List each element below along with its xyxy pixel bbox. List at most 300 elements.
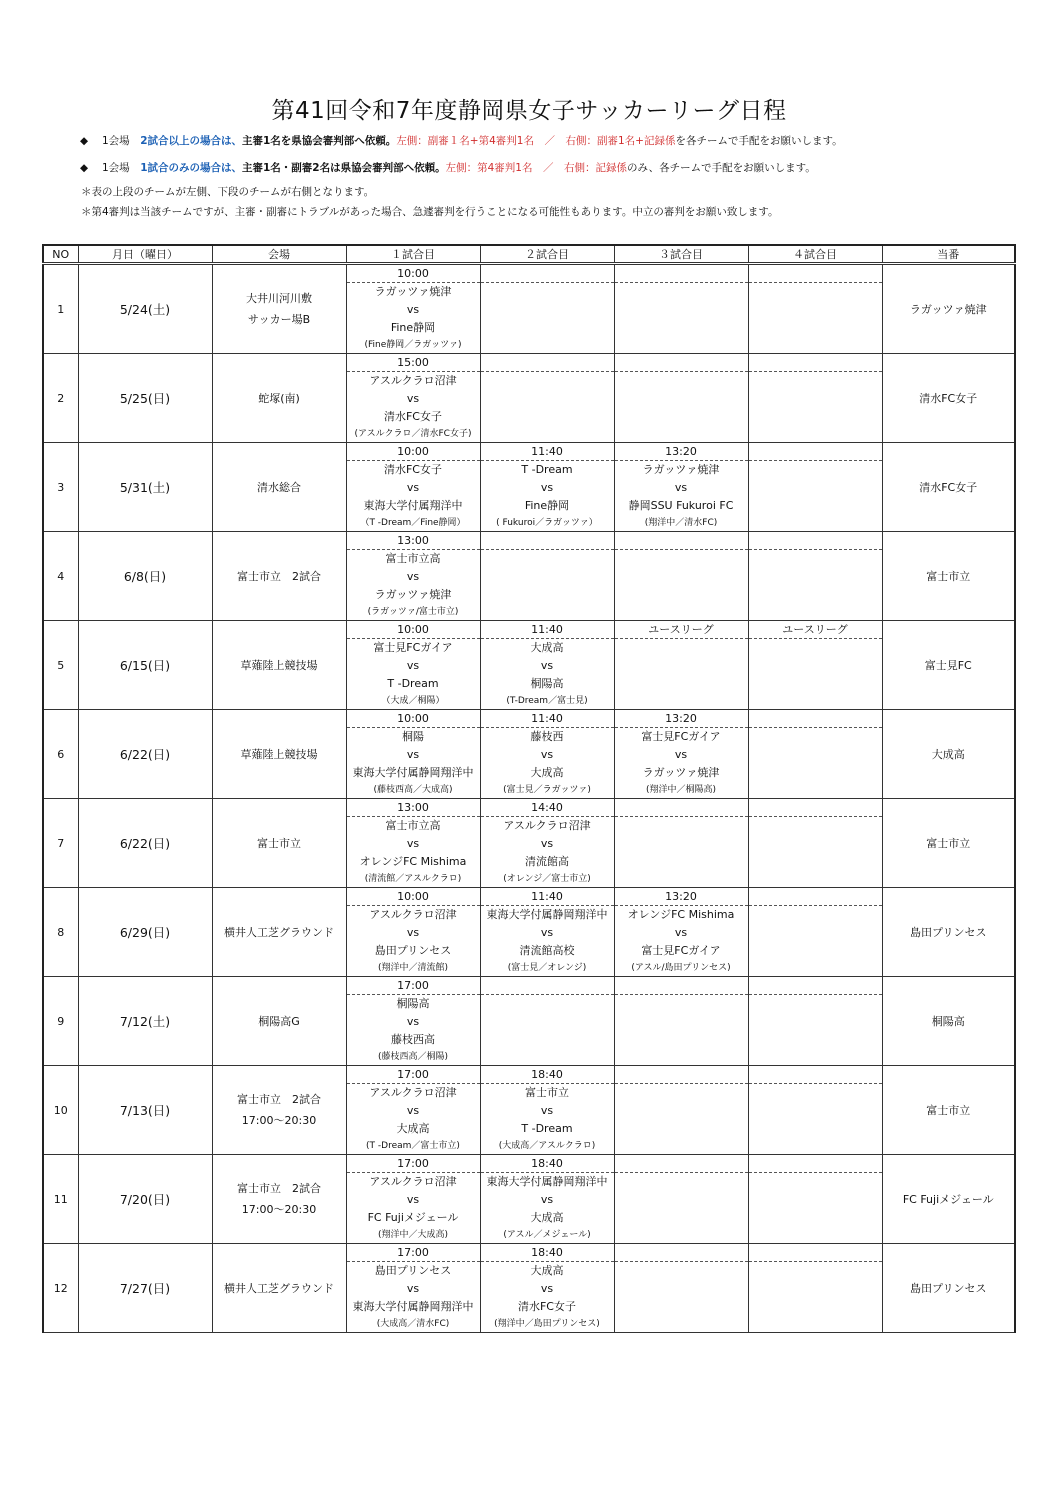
vs-label: vs <box>406 748 420 761</box>
home-team: アスルクラロ沼津 <box>369 1086 457 1099</box>
home-team <box>615 372 748 390</box>
home-team <box>481 995 614 1013</box>
referee-assignment: (翔洋中／桐陽高) <box>645 785 717 795</box>
kickoff-time <box>749 710 882 728</box>
vs-label: vs <box>406 392 420 405</box>
kickoff-time: 11:40 <box>481 888 614 906</box>
duty-team: 富士市立 <box>882 799 1015 888</box>
vs-label: vs <box>540 659 554 672</box>
note-segment: 左側：副審１名+第4審判1名 ／ 右側：副審1名+記録係 <box>396 135 676 147</box>
vs-label <box>615 568 748 586</box>
venue-line: 17:00～20:30 <box>241 1114 317 1127</box>
away-team: 富士見FCガイア <box>641 944 721 957</box>
venue-line: 横井人工芝グラウンド <box>224 925 334 939</box>
note-one-game <box>80 160 816 175</box>
game-slot-2 <box>480 264 614 354</box>
venue-line: 富士市立 2試合 <box>237 569 321 583</box>
header-game-4: ４試合目 <box>748 245 882 264</box>
referee-assignment <box>749 782 882 798</box>
away-team <box>615 1298 748 1316</box>
referee-assignment <box>615 337 748 353</box>
home-team: 桐陽 <box>402 730 424 743</box>
row-number: 5 <box>43 621 78 710</box>
game-slot-4 <box>748 1244 882 1333</box>
vs-label <box>615 1280 748 1298</box>
vs-label: vs <box>674 481 688 494</box>
vs-label <box>615 1013 748 1031</box>
away-team: オレンジFC Mishima <box>359 855 467 868</box>
vs-label <box>481 390 614 408</box>
match-date: 6/15(日) <box>78 621 212 710</box>
referee-assignment <box>749 337 882 353</box>
kickoff-time: 10:00 <box>347 265 480 283</box>
kickoff-time: 13:00 <box>347 799 480 817</box>
kickoff-time: 11:40 <box>481 710 614 728</box>
game-slot-4 <box>748 354 882 443</box>
referee-assignment <box>481 604 614 620</box>
away-team: 東海大学付属静岡翔洋中 <box>352 1300 474 1313</box>
kickoff-time: 10:00 <box>347 888 480 906</box>
row-number: 6 <box>43 710 78 799</box>
vs-label: vs <box>406 570 420 583</box>
home-team: アスルクラロ沼津 <box>369 908 457 921</box>
match-date: 5/24(土) <box>78 264 212 354</box>
game-slot-1 <box>346 1066 480 1155</box>
game-slot-1 <box>346 354 480 443</box>
game-slot-2 <box>480 443 614 532</box>
away-team <box>615 853 748 871</box>
vs-label <box>749 1102 882 1120</box>
home-team <box>749 550 882 568</box>
schedule-table <box>42 244 1016 1333</box>
match-date: 7/27(日) <box>78 1244 212 1333</box>
game-slot-4 <box>748 1155 882 1244</box>
away-team <box>615 1209 748 1227</box>
match-date: 7/13(日) <box>78 1066 212 1155</box>
vs-label <box>749 835 882 853</box>
away-team: ラガッツァ焼津 <box>642 766 720 779</box>
table-row <box>43 977 1015 1066</box>
table-row <box>43 532 1015 621</box>
note-segment: 1試合のみの場合は、 <box>140 162 242 174</box>
home-team <box>615 1262 748 1280</box>
venue-line: 富士市立 <box>257 836 301 850</box>
game-slot-3 <box>614 977 748 1066</box>
away-team: T -Dream <box>387 677 439 690</box>
kickoff-time <box>749 799 882 817</box>
vs-label <box>749 568 882 586</box>
kickoff-time <box>615 354 748 372</box>
away-team <box>749 497 882 515</box>
game-slot-3 <box>614 264 748 354</box>
game-slot-2 <box>480 621 614 710</box>
kickoff-time: 18:40 <box>481 1066 614 1084</box>
home-team <box>481 550 614 568</box>
note-two-games <box>80 133 843 148</box>
venue-line: 富士市立 2試合 <box>237 1093 321 1106</box>
duty-team: 清水FC女子 <box>882 354 1015 443</box>
duty-team: 島田プリンセス <box>882 888 1015 977</box>
kickoff-time <box>749 443 882 461</box>
game-slot-4 <box>748 977 882 1066</box>
kickoff-time <box>615 1244 748 1262</box>
vs-label: vs <box>540 926 554 939</box>
vs-label: vs <box>540 1193 554 1206</box>
game-slot-3 <box>614 532 748 621</box>
kickoff-time <box>615 1155 748 1173</box>
note-segment: を各チームで手配をお願いします。 <box>675 135 843 147</box>
table-header-row <box>43 245 1015 264</box>
away-team <box>481 586 614 604</box>
home-team <box>749 1262 882 1280</box>
game-slot-2 <box>480 354 614 443</box>
referee-assignment: (大成高／清水FC) <box>376 1319 450 1329</box>
home-team: 藤枝西 <box>530 730 564 743</box>
game-slot-3 <box>614 443 748 532</box>
note-segment: のみ、各チームで手配をお願いします。 <box>627 162 816 174</box>
away-team <box>749 675 882 693</box>
home-team <box>615 995 748 1013</box>
referee-assignment <box>749 871 882 887</box>
match-date: 7/20(日) <box>78 1155 212 1244</box>
referee-assignment <box>749 1138 882 1154</box>
venue-cell <box>212 1155 346 1244</box>
referee-assignment: (富士見／ラガッツァ) <box>503 785 591 795</box>
game-slot-4 <box>748 621 882 710</box>
home-team: 大成高 <box>530 1264 564 1277</box>
duty-team: 富士市立 <box>882 1066 1015 1155</box>
game-slot-2 <box>480 1155 614 1244</box>
kickoff-time: 15:00 <box>347 354 480 372</box>
duty-team: ラガッツァ焼津 <box>882 264 1015 354</box>
vs-label: vs <box>406 1015 420 1028</box>
table-row <box>43 888 1015 977</box>
venue-line: 大井川河川敷 <box>246 292 312 305</box>
game-slot-3 <box>614 1155 748 1244</box>
venue-line: 富士市立 2試合 <box>237 1182 321 1195</box>
kickoff-time: 13:00 <box>347 532 480 550</box>
kickoff-time <box>749 1155 882 1173</box>
game-slot-1 <box>346 443 480 532</box>
note-segment: 1会場 <box>102 135 141 147</box>
away-team <box>749 942 882 960</box>
away-team <box>749 408 882 426</box>
venue-cell <box>212 799 346 888</box>
home-team <box>749 461 882 479</box>
home-team <box>749 639 882 657</box>
kickoff-time: 18:40 <box>481 1244 614 1262</box>
table-row <box>43 354 1015 443</box>
away-team <box>481 1031 614 1049</box>
referee-assignment: (T-Dream／富士見) <box>506 696 588 706</box>
game-slot-3 <box>614 799 748 888</box>
away-team: Fine静岡 <box>390 321 436 334</box>
referee-assignment: (ラガッツァ/富士市立) <box>367 607 459 617</box>
vs-label <box>481 301 614 319</box>
venue-line: 横井人工芝グラウンド <box>224 1281 334 1295</box>
home-team <box>615 639 748 657</box>
venue-cell <box>212 710 346 799</box>
away-team: FC Fujiメジェール <box>367 1211 459 1224</box>
venue-cell <box>212 264 346 354</box>
referee-assignment <box>749 693 882 709</box>
referee-assignment <box>749 1316 882 1332</box>
kickoff-time: 11:40 <box>481 621 614 639</box>
table-row <box>43 1066 1015 1155</box>
match-date: 7/12(土) <box>78 977 212 1066</box>
kickoff-time: 17:00 <box>347 977 480 995</box>
header-no: NO <box>43 245 78 264</box>
game-slot-1 <box>346 1244 480 1333</box>
venue-line: 草薙陸上競技場 <box>240 747 318 761</box>
home-team <box>481 283 614 301</box>
home-team: 富士市立高 <box>385 819 441 832</box>
game-slot-4 <box>748 443 882 532</box>
vs-label: vs <box>406 1282 420 1295</box>
vs-label <box>615 1102 748 1120</box>
kickoff-time <box>615 532 748 550</box>
home-team <box>749 1084 882 1102</box>
kickoff-time: 17:00 <box>347 1155 480 1173</box>
venue-line: 清水総合 <box>257 480 301 494</box>
vs-label: vs <box>540 837 554 850</box>
home-team: アスルクラロ沼津 <box>369 374 457 387</box>
venue-cell <box>212 888 346 977</box>
referee-assignment: (藤枝西高／大成高) <box>373 785 453 795</box>
game-slot-4 <box>748 1066 882 1155</box>
venue-line: 17:00～20:30 <box>241 1203 317 1216</box>
game-slot-3 <box>614 621 748 710</box>
home-team: 桐陽高 <box>396 997 430 1010</box>
remark-fourth-referee: ＊第4審判は当該チームですが、主審・副審にトラブルがあった場合、急遽審判を行うことになる可能性もあります。中立の審判をお願い致します。 <box>81 206 779 218</box>
venue-cell <box>212 354 346 443</box>
kickoff-time <box>481 977 614 995</box>
home-team: ラガッツァ焼津 <box>374 285 452 298</box>
home-team <box>749 995 882 1013</box>
match-date: 5/25(日) <box>78 354 212 443</box>
vs-label <box>749 1280 882 1298</box>
kickoff-time <box>615 799 748 817</box>
vs-label <box>749 657 882 675</box>
referee-assignment: (藤枝西高／桐陽) <box>377 1052 449 1062</box>
away-team <box>481 408 614 426</box>
vs-label <box>481 1013 614 1031</box>
kickoff-time: 13:20 <box>615 443 748 461</box>
diamond-bullet-icon: ◆ <box>80 162 89 174</box>
referee-assignment: (大成高／アスルクラロ) <box>498 1141 596 1151</box>
game-slot-1 <box>346 1155 480 1244</box>
game-slot-2 <box>480 799 614 888</box>
referee-assignment: (オレンジ／富士市立) <box>503 874 591 884</box>
home-team <box>749 372 882 390</box>
table-row <box>43 710 1015 799</box>
kickoff-time <box>615 265 748 283</box>
match-date: 6/29(日) <box>78 888 212 977</box>
game-slot-4 <box>748 710 882 799</box>
kickoff-time: 13:20 <box>615 710 748 728</box>
vs-label <box>615 390 748 408</box>
vs-label <box>481 568 614 586</box>
away-team: 東海大学付属静岡翔洋中 <box>352 766 474 779</box>
venue-cell <box>212 532 346 621</box>
kickoff-time: 18:40 <box>481 1155 614 1173</box>
home-team <box>615 550 748 568</box>
kickoff-time <box>749 265 882 283</box>
table-row <box>43 264 1015 354</box>
away-team <box>481 319 614 337</box>
kickoff-time <box>615 1066 748 1084</box>
vs-label <box>749 1191 882 1209</box>
row-number: 2 <box>43 354 78 443</box>
game-slot-4 <box>748 888 882 977</box>
duty-team: 富士市立 <box>882 532 1015 621</box>
game-slot-2 <box>480 1066 614 1155</box>
away-team: 大成高 <box>396 1122 430 1135</box>
venue-line: サッカー場B <box>247 313 311 326</box>
kickoff-time <box>481 532 614 550</box>
game-slot-4 <box>748 532 882 621</box>
referee-assignment <box>615 1227 748 1243</box>
venue-cell <box>212 977 346 1066</box>
home-team: オレンジFC Mishima <box>627 908 735 921</box>
vs-label: vs <box>540 748 554 761</box>
home-team: 富士見FCガイア <box>641 730 721 743</box>
kickoff-time: ユースリーグ <box>749 621 882 639</box>
referee-assignment: （大成／桐陽） <box>381 696 445 706</box>
page-title: 第41回令和7年度静岡県女子サッカーリーグ日程 <box>271 98 787 124</box>
away-team: 静岡SSU Fukuroi FC <box>628 499 734 512</box>
referee-assignment <box>749 1049 882 1065</box>
away-team <box>615 1120 748 1138</box>
away-team: 島田プリンセス <box>374 944 452 957</box>
vs-label <box>615 835 748 853</box>
referee-assignment: (清流館／アスルクラロ) <box>364 874 462 884</box>
vs-label <box>615 1191 748 1209</box>
diamond-bullet-icon: ◆ <box>80 135 89 147</box>
away-team: 清水FC女子 <box>383 410 442 423</box>
referee-assignment <box>749 1227 882 1243</box>
away-team <box>749 1120 882 1138</box>
vs-label: vs <box>406 1104 420 1117</box>
game-slot-2 <box>480 977 614 1066</box>
referee-assignment <box>615 1316 748 1332</box>
vs-label: vs <box>406 481 420 494</box>
referee-assignment <box>749 960 882 976</box>
match-date: 5/31(土) <box>78 443 212 532</box>
away-team: 藤枝西高 <box>391 1033 435 1046</box>
referee-assignment <box>615 693 748 709</box>
game-slot-3 <box>614 1244 748 1333</box>
row-number: 12 <box>43 1244 78 1333</box>
row-number: 4 <box>43 532 78 621</box>
home-team <box>749 728 882 746</box>
vs-label <box>749 924 882 942</box>
referee-assignment <box>615 426 748 442</box>
row-number: 1 <box>43 264 78 354</box>
kickoff-time: 10:00 <box>347 710 480 728</box>
match-date: 6/8(日) <box>78 532 212 621</box>
referee-assignment <box>615 1049 748 1065</box>
kickoff-time: 17:00 <box>347 1066 480 1084</box>
venue-cell <box>212 1066 346 1155</box>
referee-assignment: (翔洋中／清水FC) <box>644 518 718 528</box>
header-game-2: ２試合目 <box>480 245 614 264</box>
referee-assignment: （T -Dream／Fine静岡） <box>360 518 466 528</box>
away-team <box>615 319 748 337</box>
kickoff-time: 10:00 <box>347 621 480 639</box>
home-team: 大成高 <box>530 641 564 654</box>
away-team: 大成高 <box>530 766 564 779</box>
referee-assignment <box>481 426 614 442</box>
game-slot-1 <box>346 532 480 621</box>
duty-team: FC Fujiメジェール <box>882 1155 1015 1244</box>
kickoff-time <box>615 977 748 995</box>
kickoff-time: ユースリーグ <box>615 621 748 639</box>
vs-label: vs <box>674 748 688 761</box>
referee-assignment <box>615 604 748 620</box>
vs-label <box>615 657 748 675</box>
vs-label: vs <box>406 926 420 939</box>
vs-label: vs <box>540 1282 554 1295</box>
note-segment: 主審1名・副審2名は県協会審判部へ依頼。 <box>242 162 446 174</box>
table-row <box>43 1155 1015 1244</box>
duty-team: 桐陽高 <box>882 977 1015 1066</box>
home-team <box>749 817 882 835</box>
vs-label <box>749 390 882 408</box>
game-slot-1 <box>346 888 480 977</box>
referee-assignment <box>615 871 748 887</box>
referee-assignment: (Fine静岡／ラガッツァ) <box>364 340 462 350</box>
away-team: 清流館高校 <box>519 944 575 957</box>
away-team <box>749 319 882 337</box>
game-slot-1 <box>346 264 480 354</box>
vs-label: vs <box>674 926 688 939</box>
kickoff-time: 11:40 <box>481 443 614 461</box>
referee-assignment <box>749 604 882 620</box>
vs-label: vs <box>406 1193 420 1206</box>
game-slot-3 <box>614 1066 748 1155</box>
kickoff-time <box>749 888 882 906</box>
home-team: アスルクラロ沼津 <box>503 819 591 832</box>
away-team: 清水FC女子 <box>517 1300 576 1313</box>
venue-line: 桐陽高G <box>258 1014 300 1028</box>
kickoff-time <box>749 354 882 372</box>
game-slot-3 <box>614 888 748 977</box>
vs-label <box>749 746 882 764</box>
game-slot-1 <box>346 621 480 710</box>
row-number: 3 <box>43 443 78 532</box>
referee-assignment: (アスル/島田プリンセス) <box>631 963 731 973</box>
home-team <box>481 372 614 390</box>
row-number: 9 <box>43 977 78 1066</box>
home-team <box>615 817 748 835</box>
vs-label <box>749 1013 882 1031</box>
away-team: T -Dream <box>521 1122 573 1135</box>
duty-team: 大成高 <box>882 710 1015 799</box>
away-team <box>615 675 748 693</box>
vs-label <box>749 301 882 319</box>
match-date: 6/22(日) <box>78 710 212 799</box>
referee-assignment <box>749 426 882 442</box>
game-slot-1 <box>346 799 480 888</box>
header-duty: 当番 <box>882 245 1015 264</box>
vs-label: vs <box>540 1104 554 1117</box>
game-slot-3 <box>614 710 748 799</box>
note-segment: 左側：第4審判1名 ／ 右側：記録係 <box>445 162 627 174</box>
away-team: 清流館高 <box>525 855 569 868</box>
row-number: 8 <box>43 888 78 977</box>
venue-line: 蛇塚(南) <box>258 391 300 405</box>
